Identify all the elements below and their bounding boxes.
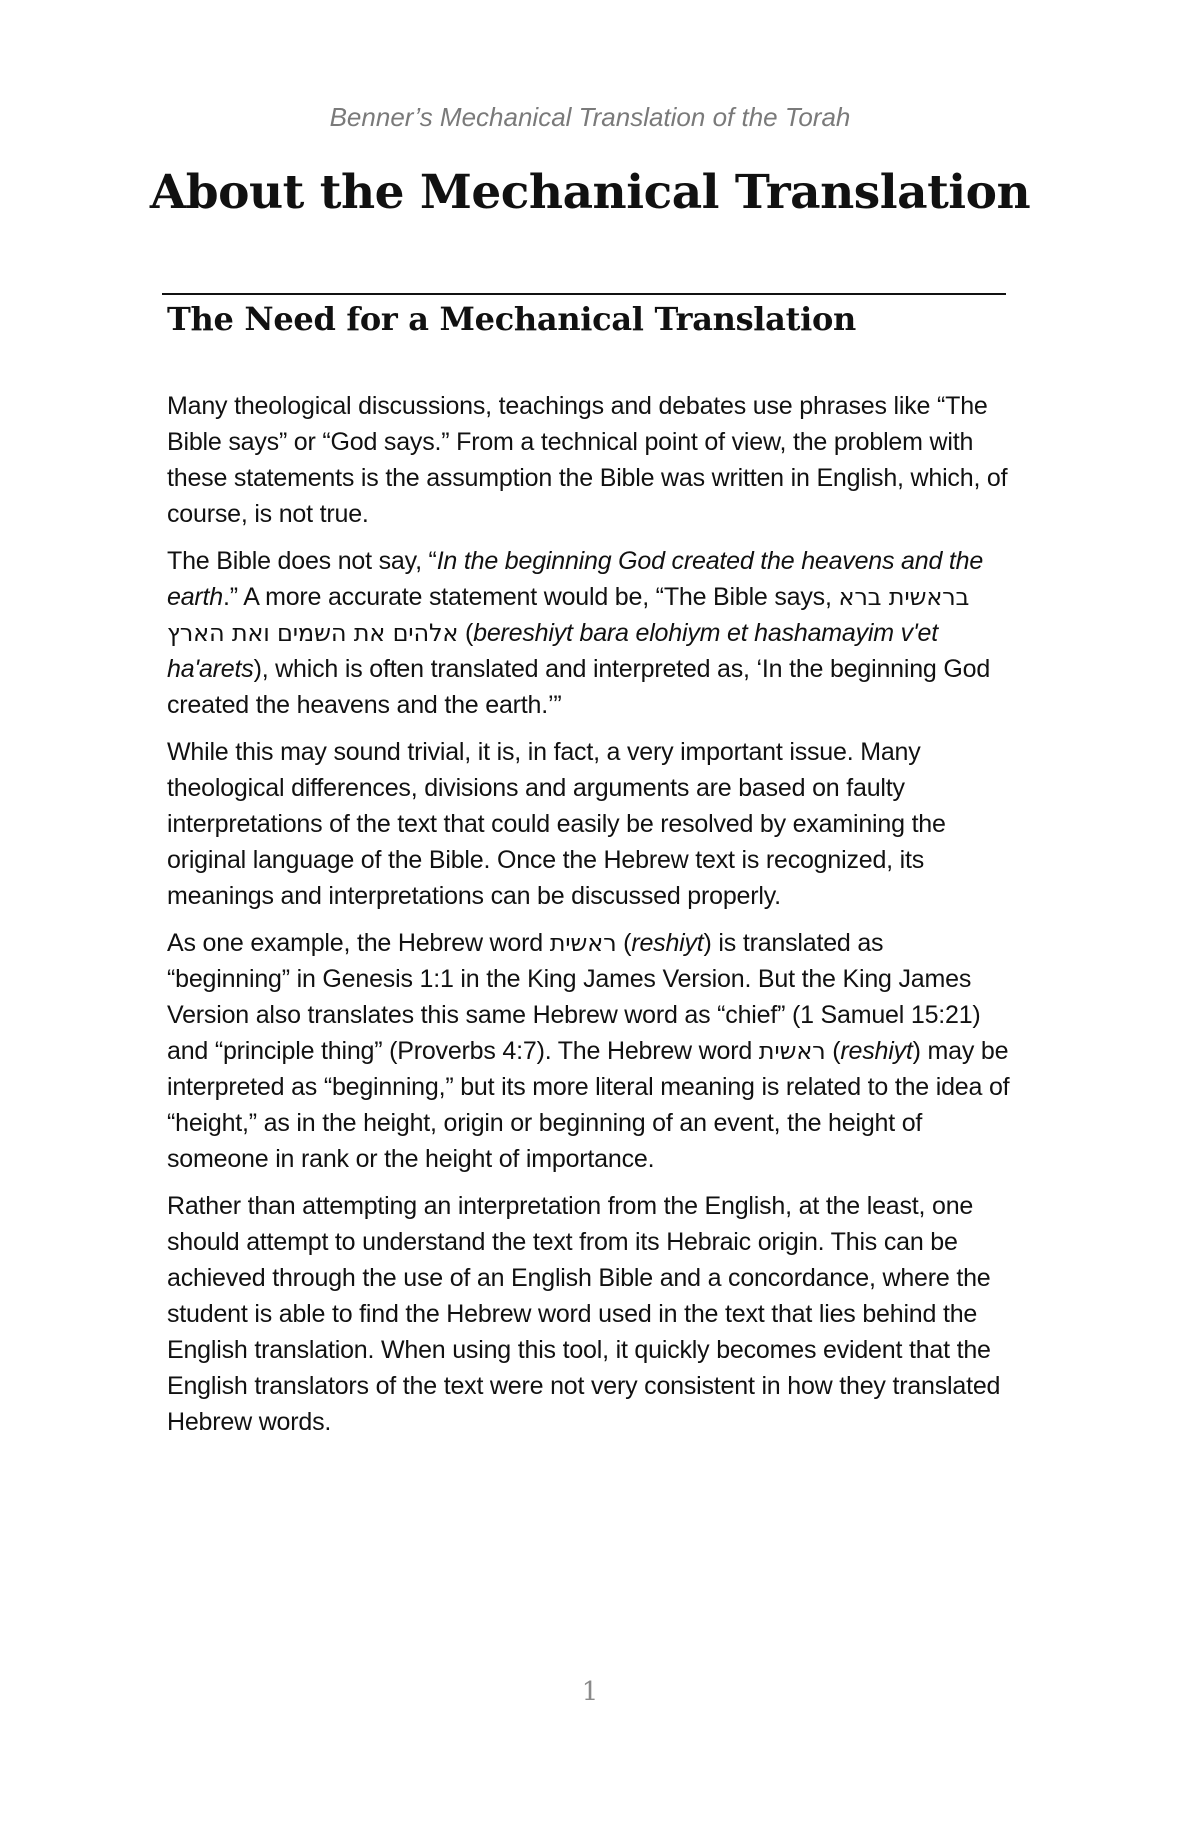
paragraph-1: Many theological discussions, teachings and debates use phrases like “The Bible says” or “God says.” From a technical point of view, the problem with these statements is the assumption the Bible was written in English, which, of course, is not true. bbox=[167, 392, 1008, 528]
hebrew-word-2: ראשית bbox=[758, 1037, 826, 1065]
paragraph-4-text-2: ( bbox=[616, 929, 632, 957]
paragraph-4-text-1: As one example, the Hebrew word bbox=[167, 929, 550, 957]
page-title: About the Mechanical Translation bbox=[149, 165, 1031, 220]
paragraph-3: While this may sound trivial, it is, in fact, a very important issue. Many theological differences, divisions and arguments are based on faulty interpretations of the text that could easily be resolved by examining the original language of the Bible. Once the Hebrew text is recognized, its meanings and interpretations can be discussed properly. bbox=[167, 738, 946, 910]
hebrew-phrase: בראשית ברא אלהים את השמים ואת הארץ bbox=[167, 583, 970, 647]
paragraph-4-text-4: ( bbox=[825, 1037, 841, 1065]
paragraph-5: Rather than attempting an interpretation from the English, at the least, one should attempt to understand the text from its Hebraic origin. This can be achieved through the use of an English Bible and a concordance, where the student is able to find the Hebrew word used in the text that lies behind the English translation. When using this tool, it quickly becomes evident that the English translators of the text were not very consistent in how they translated Hebrew words. bbox=[167, 1192, 1001, 1436]
paragraph-2-text-2: .” A more accurate statement would be, “The Bible says, bbox=[222, 583, 839, 611]
running-header: Benner’s Mechanical Translation of the Torah bbox=[329, 102, 851, 132]
paragraph-4 bbox=[167, 925, 1012, 1177]
section-heading: The Need for a Mechanical Translation bbox=[167, 300, 856, 338]
paragraph-2-text-1: The Bible does not say, “ bbox=[167, 547, 437, 575]
paragraph-2-text-4: ), which is often translated and interpreted as, ‘In the beginning God created the heavens and the earth.’” bbox=[167, 655, 991, 719]
paragraph-4-text-5: ) may be interpreted as “beginning,” but its more literal meaning is related to the idea of “height,” as in the height, origin or beginning of an event, the height of someone in rank or the height of importance. bbox=[167, 1037, 1010, 1173]
section-divider bbox=[162, 293, 1006, 295]
page-number: 1 bbox=[581, 1677, 599, 1707]
body-text bbox=[167, 388, 1012, 1451]
paragraph-2-italic-quote: In the beginning God created the heavens and the earth bbox=[167, 547, 984, 611]
transliteration: bereshiyt bara elohiym et hashamayim v'et ha'arets bbox=[167, 619, 938, 683]
hebrew-word-1: ראשית bbox=[549, 929, 617, 957]
paragraph-2-text-3: ( bbox=[458, 619, 474, 647]
transliteration-2: reshiyt bbox=[840, 1037, 913, 1065]
transliteration-1: reshiyt bbox=[631, 929, 704, 957]
paragraph-4-text-3: ) is translated as “beginning” in Genesis 1:1 in the King James Version. But the King James Version also translates this same Hebrew word as “chief” (1 Samuel 15:21) and “principle thing” (Proverbs 4:7). The Hebrew word bbox=[167, 929, 981, 1065]
paragraph-2 bbox=[167, 543, 1012, 723]
